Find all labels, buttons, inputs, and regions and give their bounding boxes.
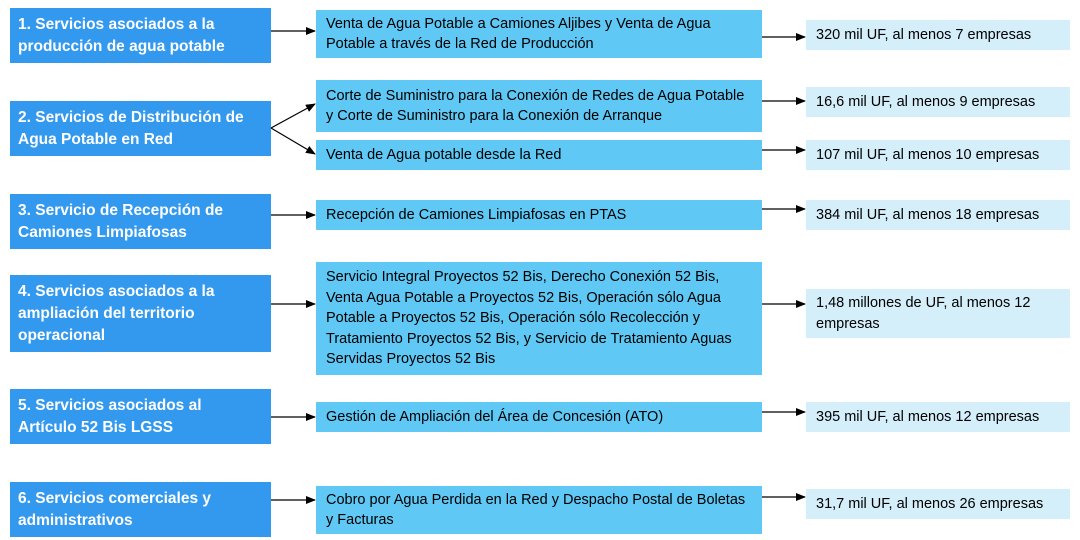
category-label-5: 5. Servicios asociados al Artículo 52 Bis LGSS — [18, 396, 202, 436]
service-label-2: Corte de Suministro para la Conexión de Redes de Agua Potable y Corte de Suministro para la Conexión de Arranque — [326, 87, 745, 124]
service-label-1: Venta de Agua Potable a Camiones Aljibes y Venta de Agua Potable a través de la Red de Producción — [326, 15, 711, 52]
category-label-1: 1. Servicios asociados a la producción de agua potable — [18, 15, 225, 55]
result-label-7: 31,7 mil UF, al menos 26 empresas — [816, 495, 1044, 512]
category-label-6: 6. Servicios comerciales y administrativos — [18, 489, 212, 529]
result-label-2: 16,6 mil UF, al menos 9 empresas — [816, 93, 1036, 110]
service-label-5: Servicio Integral Proyectos 52 Bis, Derecho Conexión 52 Bis, Venta Agua Potable a Proyectos 52 Bis, Operación sólo Agua Potable a Proyectos 52 Bis, Operación sólo Recolección y Tratamiento Proyectos 52 Bis, y Servicio de Tratamiento Aguas Servidas Proyectos 52 Bis — [326, 269, 732, 368]
service-label-6: Gestión de Ampliación del Área de Concesión (ATO) — [326, 408, 664, 425]
result-label-1: 320 mil UF, al menos 7 empresas — [816, 26, 1032, 43]
service-label-3: Venta de Agua potable desde la Red — [326, 146, 562, 163]
result-label-3: 107 mil UF, al menos 10 empresas — [816, 146, 1040, 163]
category-label-3: 3. Servicio de Recepción de Camiones Limpiafosas — [18, 201, 224, 241]
category-label-2: 2. Servicios de Distribución de Agua Potable en Red — [18, 108, 244, 148]
service-label-7: Cobro por Agua Perdida en la Red y Despacho Postal de Boletas y Facturas — [326, 491, 746, 528]
arrow-cat2-svc3 — [271, 128, 315, 154]
arrow-cat2-svc2 — [271, 104, 315, 128]
result-label-6: 395 mil UF, al menos 12 empresas — [816, 408, 1040, 425]
category-label-4: 4. Servicios asociados a la ampliación del territorio operacional — [18, 282, 215, 344]
result-label-4: 384 mil UF, al menos 18 empresas — [816, 206, 1040, 223]
result-label-5: 1,48 millones de UF, al menos 12 empresas — [816, 295, 1031, 332]
service-label-4: Recepción de Camiones Limpiafosas en PTAS — [326, 206, 627, 223]
